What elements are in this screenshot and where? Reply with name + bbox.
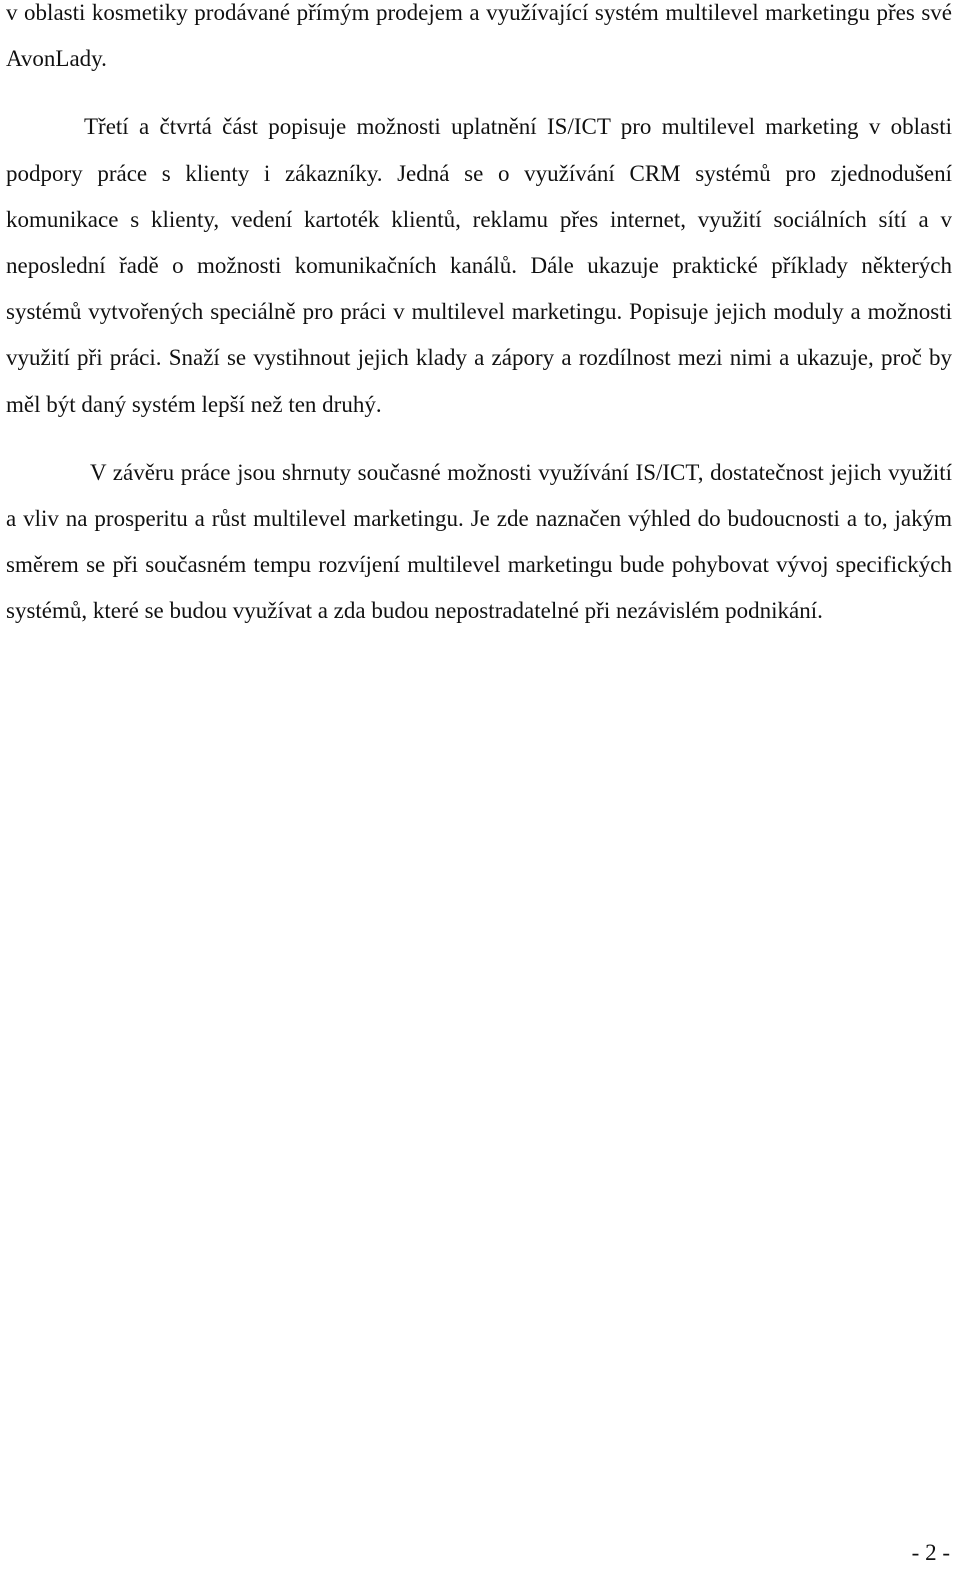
paragraph-continuation: v oblasti kosmetiky prodávané přímým prodejem a využívající systém multilevel marketingu přes své AvonLady.	[6, 0, 952, 72]
paragraph-third-fourth-part: Třetí a čtvrtá část popisuje možnosti uplatnění IS/ICT pro multilevel marketing v oblasti podpory práce s klienty i zákazníky. Jedná se o využívání CRM systémů pro zjednodušení komunikace s klienty, vedení kartoték klientů, reklamu přes internet, využití sociálních sítí a v neposlední řadě o možnosti komunikačních kanálů. Dále ukazuje praktické příklady některých systémů vytvořených speciálně pro práci v multilevel marketingu. Popisuje jejich moduly a možnosti využití při práci. Snaží se vystihnout jejich klady a zápory a rozdílnost mezi nimi a ukazuje, proč by měl být daný systém lepší než ten druhý.	[6, 114, 952, 417]
paragraph-gap	[6, 82, 952, 104]
paragraph-gap	[6, 428, 952, 450]
document-page	[6, 0, 952, 635]
page-number: - 2 -	[911, 1540, 950, 1565]
paragraph-conclusion: V závěru práce jsou shrnuty současné možnosti využívání IS/ICT, dostatečnost jejich využití a vliv na prosperitu a růst multilevel marketingu. Je zde naznačen výhled do budoucnosti a to, jakým směrem se při současném tempu rozvíjení multilevel marketingu bude pohybovat vývoj specifických systémů, které se budou využívat a zda budou nepostradatelné při nezávislém podnikání.	[6, 459, 952, 624]
